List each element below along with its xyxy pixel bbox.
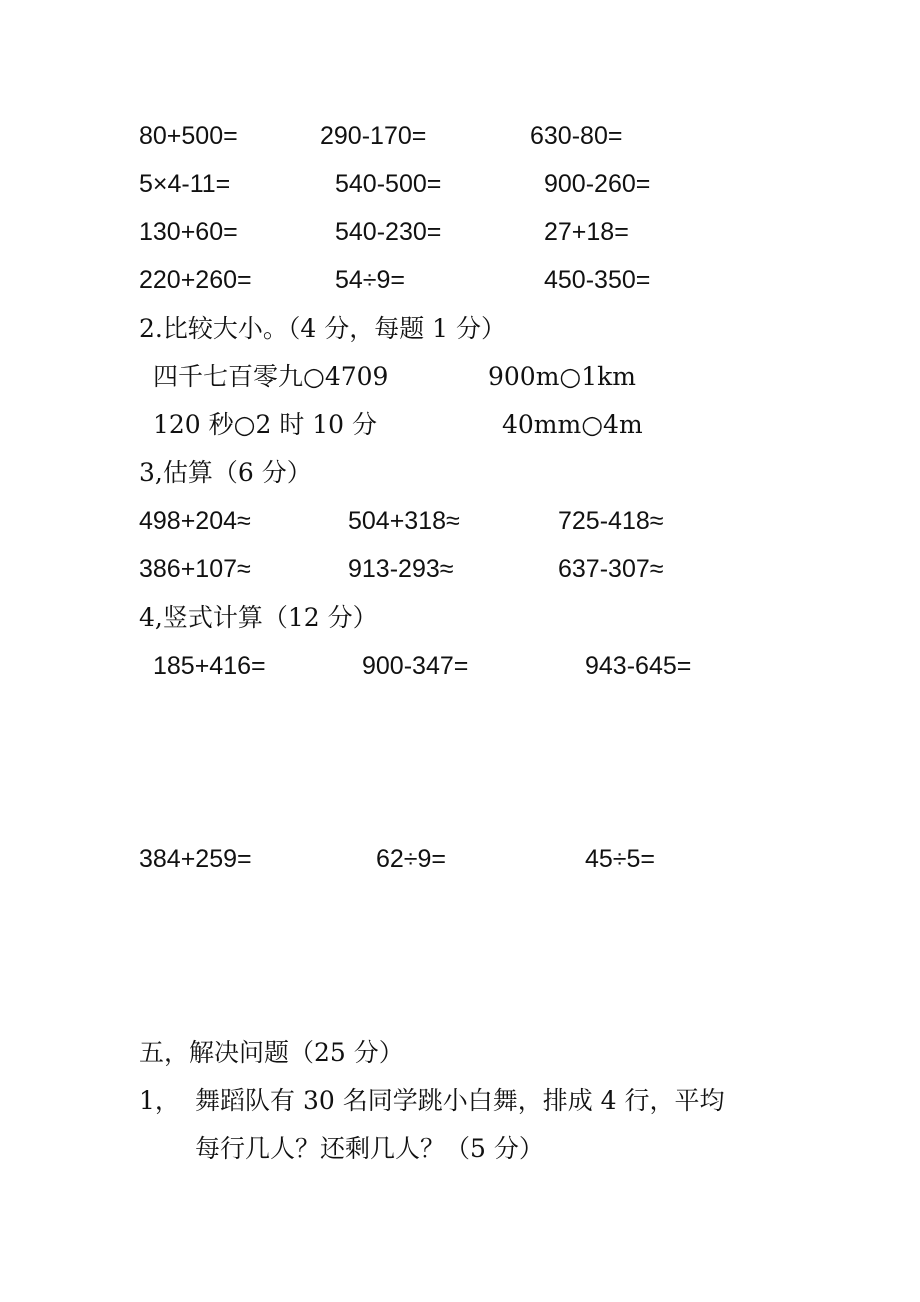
compare-item: 120 秒○2 时 10 分 <box>153 410 378 439</box>
vertical-item: 185+416= <box>153 652 266 680</box>
arith-item: 5×4-11= <box>139 170 231 198</box>
arith-item: 450-350= <box>544 266 651 294</box>
estimate-item: 386+107≈ <box>139 555 251 583</box>
compare-item: 40mm○4m <box>502 410 643 439</box>
compare-item: 900m○1km <box>488 362 636 391</box>
estimate-item: 913-293≈ <box>348 555 454 583</box>
arith-item: 900-260= <box>544 170 651 198</box>
section-heading-problems: 五，解决问题（25 分） <box>139 1038 404 1067</box>
problem-text-line: 舞蹈队有 30 名同学跳小白舞，排成 4 行，平均 <box>195 1086 725 1115</box>
estimate-item: 504+318≈ <box>348 507 460 535</box>
section-heading-compare: 2.比较大小。（4 分，每题 1 分） <box>139 314 507 343</box>
arith-item: 540-500= <box>335 170 442 198</box>
section-heading-estimate: 3,估算（6 分） <box>139 458 312 487</box>
arith-item: 630-80= <box>530 122 623 150</box>
arith-item: 540-230= <box>335 218 442 246</box>
arith-item: 80+500= <box>139 122 238 150</box>
problem-text-line: 每行几人？还剩几人？（5 分） <box>195 1134 544 1163</box>
vertical-item: 900-347= <box>362 652 469 680</box>
compare-item: 四千七百零九○4709 <box>153 362 389 391</box>
vertical-item: 62÷9= <box>376 845 447 873</box>
arith-item: 290-170= <box>320 122 427 150</box>
problem-number: 1， <box>139 1086 180 1115</box>
vertical-item: 384+259= <box>139 845 252 873</box>
arith-item: 220+260= <box>139 266 252 294</box>
vertical-item: 943-645= <box>585 652 692 680</box>
arith-item: 54÷9= <box>335 266 406 294</box>
estimate-item: 725-418≈ <box>558 507 664 535</box>
arith-item: 130+60= <box>139 218 238 246</box>
estimate-item: 637-307≈ <box>558 555 664 583</box>
arith-item: 27+18= <box>544 218 629 246</box>
estimate-item: 498+204≈ <box>139 507 251 535</box>
vertical-item: 45÷5= <box>585 845 656 873</box>
section-heading-vertical: 4,竖式计算（12 分） <box>139 603 378 632</box>
